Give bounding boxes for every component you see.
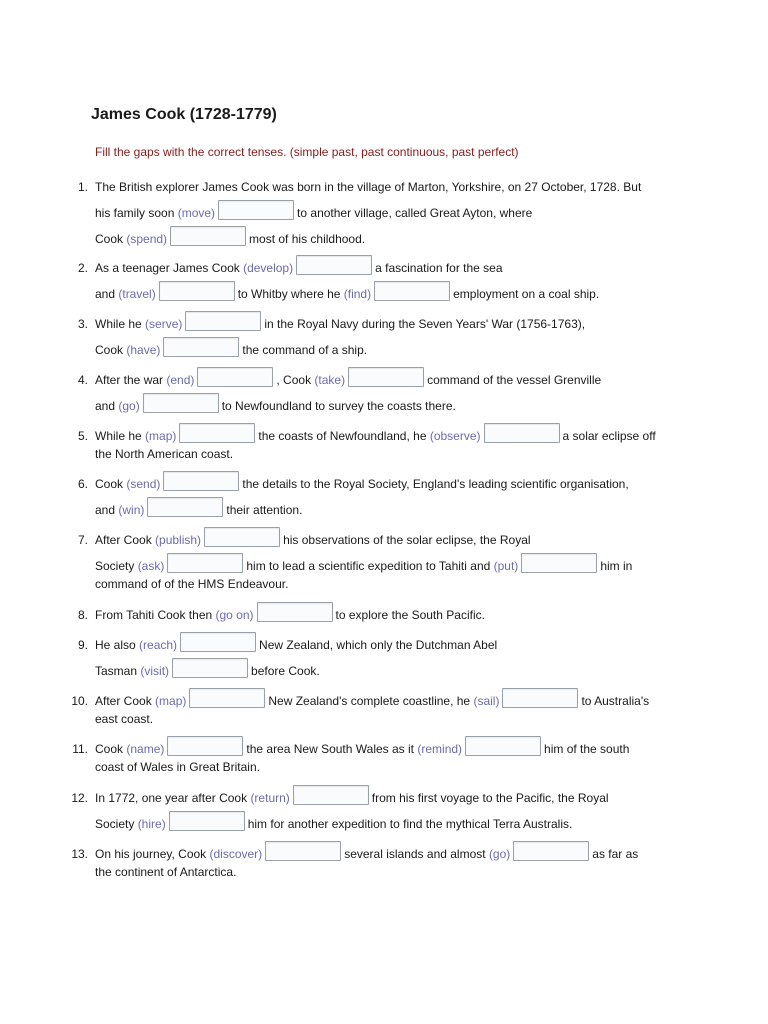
exercise-line bbox=[95, 760, 260, 774]
exercise-line bbox=[95, 287, 599, 307]
sentence-text: and bbox=[95, 399, 119, 413]
exercise-line bbox=[95, 847, 638, 867]
verb-hint: (travel) bbox=[118, 287, 156, 301]
sentence-text: a solar eclipse off bbox=[562, 429, 656, 443]
answer-gap-input[interactable] bbox=[374, 281, 450, 301]
exercise-line bbox=[95, 742, 629, 762]
answer-gap-input[interactable] bbox=[465, 736, 541, 756]
item-number: 8. bbox=[77, 608, 88, 622]
verb-hint: (have) bbox=[126, 343, 161, 357]
verb-hint: (find) bbox=[343, 287, 372, 301]
answer-gap-input[interactable] bbox=[180, 632, 256, 652]
verb-hint: (visit) bbox=[140, 664, 170, 678]
sentence-text: Society bbox=[95, 817, 138, 831]
answer-gap-input[interactable] bbox=[163, 471, 239, 491]
verb-hint: (observe) bbox=[429, 429, 481, 443]
verb-hint: (take) bbox=[314, 373, 346, 387]
sentence-text: In 1772, one year after Cook bbox=[95, 791, 251, 805]
verb-hint: (spend) bbox=[126, 232, 168, 246]
sentence-text: to another village, called Great Ayton, where bbox=[297, 206, 533, 220]
exercise-line bbox=[95, 694, 649, 714]
answer-gap-input[interactable] bbox=[189, 688, 265, 708]
exercise-line bbox=[95, 206, 532, 226]
exercise-line bbox=[95, 559, 632, 579]
sentence-text: command of the vessel Grenville bbox=[427, 373, 602, 387]
sentence-text: Cook bbox=[95, 742, 127, 756]
verb-hint: (sail) bbox=[473, 694, 500, 708]
sentence-text: him for another expedition to find the mythical Terra Australis. bbox=[247, 817, 573, 831]
sentence-text: his family soon bbox=[95, 206, 178, 220]
sentence-text: , Cook bbox=[276, 373, 315, 387]
sentence-text: On his journey, Cook bbox=[95, 847, 210, 861]
sentence-text: After Cook bbox=[95, 533, 156, 547]
instructions: Fill the gaps with the correct tenses. (simple past, past continuous, past perfect) bbox=[95, 145, 519, 159]
sentence-text: and bbox=[95, 287, 119, 301]
sentence-text: his observations of the solar eclipse, the Royal bbox=[283, 533, 531, 547]
sentence-text: employment on a coal ship. bbox=[453, 287, 600, 301]
sentence-text: While he bbox=[95, 317, 146, 331]
exercise-line bbox=[95, 533, 531, 553]
exercise-line bbox=[95, 447, 233, 461]
sentence-text: from his first voyage to the Pacific, the Royal bbox=[371, 791, 609, 805]
answer-gap-input[interactable] bbox=[348, 367, 424, 387]
answer-gap-input[interactable] bbox=[170, 226, 246, 246]
sentence-text: to Australia's bbox=[581, 694, 650, 708]
verb-hint: (discover) bbox=[209, 847, 263, 861]
exercise-line bbox=[95, 343, 367, 363]
answer-gap-input[interactable] bbox=[218, 200, 294, 220]
exercise-line bbox=[95, 791, 609, 811]
verb-hint: (reach) bbox=[139, 638, 178, 652]
sentence-text: to Newfoundland to survey the coasts there. bbox=[221, 399, 456, 413]
exercise-line bbox=[95, 261, 503, 281]
item-number: 11. bbox=[72, 742, 88, 756]
exercise-line bbox=[95, 817, 572, 837]
answer-gap-input[interactable] bbox=[172, 658, 248, 678]
sentence-text: east coast. bbox=[95, 712, 154, 726]
verb-hint: (end) bbox=[166, 373, 195, 387]
sentence-text: Society bbox=[95, 559, 138, 573]
exercise-line bbox=[95, 638, 497, 658]
answer-gap-input[interactable] bbox=[185, 311, 261, 331]
verb-hint: (go on) bbox=[215, 608, 254, 622]
answer-gap-input[interactable] bbox=[513, 841, 589, 861]
answer-gap-input[interactable] bbox=[204, 527, 280, 547]
answer-gap-input[interactable] bbox=[143, 393, 219, 413]
verb-hint: (map) bbox=[155, 694, 187, 708]
sentence-text: the details to the Royal Society, England's leading scientific organisation, bbox=[242, 477, 629, 491]
sentence-text: their attention. bbox=[226, 503, 303, 517]
verb-hint: (hire) bbox=[137, 817, 166, 831]
sentence-text: The British explorer James Cook was born in the village of Marton, Yorkshire, on 27 October, 1728. But bbox=[95, 180, 642, 194]
verb-hint: (name) bbox=[126, 742, 165, 756]
sentence-text: While he bbox=[95, 429, 146, 443]
sentence-text: to explore the South Pacific. bbox=[335, 608, 485, 622]
answer-gap-input[interactable] bbox=[163, 337, 239, 357]
sentence-text: the command of a ship. bbox=[242, 343, 368, 357]
sentence-text: several islands and almost bbox=[344, 847, 489, 861]
sentence-text: coast of Wales in Great Britain. bbox=[95, 760, 260, 774]
sentence-text: him to lead a scientific expedition to Tahiti and bbox=[246, 559, 494, 573]
verb-hint: (go) bbox=[488, 847, 511, 861]
answer-gap-input[interactable] bbox=[167, 553, 243, 573]
answer-gap-input[interactable] bbox=[257, 602, 333, 622]
sentence-text: After Cook bbox=[95, 694, 156, 708]
sentence-text: command of of the HMS Endeavour. bbox=[95, 577, 289, 591]
sentence-text: as far as bbox=[592, 847, 639, 861]
sentence-text: After the war bbox=[95, 373, 167, 387]
sentence-text: He also bbox=[95, 638, 140, 652]
sentence-text: most of his childhood. bbox=[249, 232, 366, 246]
sentence-text: the continent of Antarctica. bbox=[95, 865, 237, 879]
sentence-text: and bbox=[95, 503, 119, 517]
verb-hint: (develop) bbox=[243, 261, 294, 275]
item-number: 6. bbox=[77, 477, 88, 491]
verb-hint: (put) bbox=[493, 559, 519, 573]
sentence-text: the coasts of Newfoundland, he bbox=[258, 429, 430, 443]
exercise-line bbox=[95, 477, 629, 497]
verb-hint: (map) bbox=[145, 429, 177, 443]
verb-hint: (move) bbox=[177, 206, 216, 220]
item-number: 1. bbox=[77, 180, 88, 194]
exercise-line bbox=[95, 712, 153, 726]
answer-gap-input[interactable] bbox=[197, 367, 273, 387]
answer-gap-input[interactable] bbox=[169, 811, 245, 831]
item-number: 3. bbox=[77, 317, 88, 331]
item-number: 2. bbox=[77, 261, 88, 275]
item-number: 12. bbox=[71, 791, 88, 805]
item-number: 9. bbox=[77, 638, 88, 652]
sentence-text: Cook bbox=[95, 477, 127, 491]
exercise-line bbox=[95, 317, 585, 337]
exercise-line bbox=[95, 664, 320, 684]
sentence-text: New Zealand, which only the Dutchman Abel bbox=[259, 638, 498, 652]
answer-gap-input[interactable] bbox=[293, 785, 369, 805]
verb-hint: (remind) bbox=[417, 742, 463, 756]
answer-gap-input[interactable] bbox=[167, 736, 243, 756]
page-title: James Cook (1728-1779) bbox=[91, 106, 277, 123]
verb-hint: (serve) bbox=[145, 317, 183, 331]
item-number: 13. bbox=[71, 847, 88, 861]
answer-gap-input[interactable] bbox=[147, 497, 223, 517]
sentence-text: him of the south bbox=[544, 742, 630, 756]
sentence-text: the area New South Wales as it bbox=[246, 742, 418, 756]
sentence-text: to Whitby where he bbox=[237, 287, 344, 301]
answer-gap-input[interactable] bbox=[484, 423, 560, 443]
sentence-text: New Zealand's complete coastline, he bbox=[268, 694, 474, 708]
sentence-text: From Tahiti Cook then bbox=[95, 608, 216, 622]
exercise-line bbox=[95, 180, 641, 194]
answer-gap-input[interactable] bbox=[265, 841, 341, 861]
exercise-line bbox=[95, 373, 601, 393]
exercise-line bbox=[95, 503, 302, 523]
answer-gap-input[interactable] bbox=[521, 553, 597, 573]
sentence-text: him in bbox=[600, 559, 633, 573]
verb-hint: (ask) bbox=[137, 559, 165, 573]
item-number: 10. bbox=[71, 694, 88, 708]
sentence-text: Cook bbox=[95, 232, 127, 246]
exercise-line bbox=[95, 577, 288, 591]
answer-gap-input[interactable] bbox=[296, 255, 372, 275]
item-number: 7. bbox=[77, 533, 88, 547]
verb-hint: (return) bbox=[250, 791, 290, 805]
exercise-line bbox=[95, 608, 485, 628]
verb-hint: (go) bbox=[118, 399, 140, 413]
verb-hint: (win) bbox=[118, 503, 145, 517]
sentence-text: As a teenager James Cook bbox=[95, 261, 244, 275]
item-number: 5. bbox=[77, 429, 88, 443]
exercise-line bbox=[95, 232, 365, 252]
sentence-text: Cook bbox=[95, 343, 127, 357]
exercise-line bbox=[95, 429, 656, 449]
sentence-text: Tasman bbox=[95, 664, 141, 678]
exercise-line bbox=[95, 399, 456, 419]
verb-hint: (send) bbox=[126, 477, 161, 491]
sentence-text: before Cook. bbox=[251, 664, 320, 678]
sentence-text: the North American coast. bbox=[95, 447, 234, 461]
sentence-text: a fascination for the sea bbox=[375, 261, 503, 275]
answer-gap-input[interactable] bbox=[159, 281, 235, 301]
answer-gap-input[interactable] bbox=[502, 688, 578, 708]
verb-hint: (publish) bbox=[155, 533, 202, 547]
sentence-text: in the Royal Navy during the Seven Years' War (1756-1763), bbox=[264, 317, 586, 331]
answer-gap-input[interactable] bbox=[179, 423, 255, 443]
exercise-line bbox=[95, 865, 236, 879]
item-number: 4. bbox=[77, 373, 88, 387]
